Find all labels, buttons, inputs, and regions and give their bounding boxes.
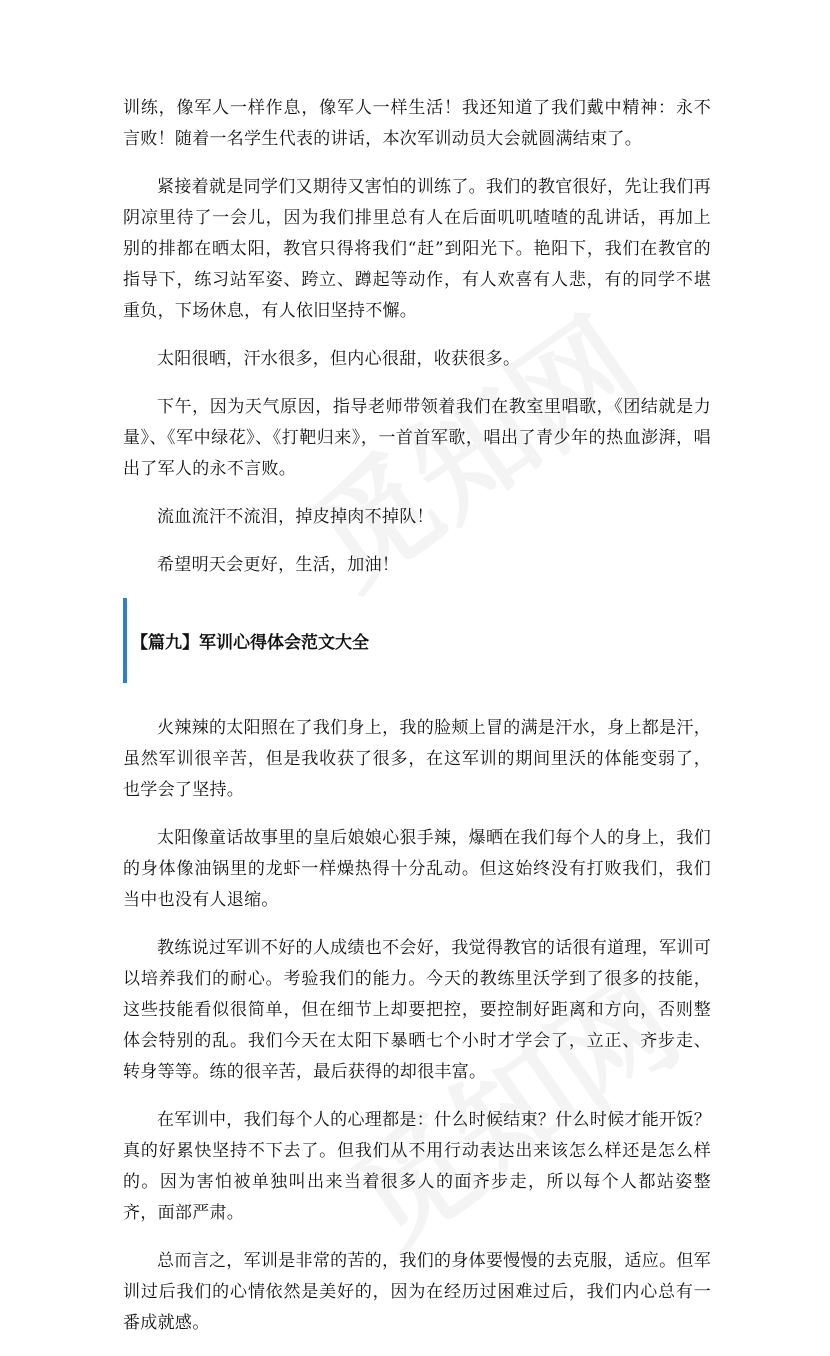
section-bottom: [123, 713, 711, 1339]
section-heading: [123, 598, 711, 683]
section-top: [123, 93, 711, 581]
paragraph: 紧接着就是同学们又期待又害怕的训练了。我们的教官很好，先让我们再阴凉里待了一会儿，因为我们排里总有人在后面叽叽喳喳的乱讲话，再加上别的排都在晒太阳，教官只得将我们“赶”到阳光下。艳阳下，我们在教官的指导下，练习站军姿、跨立、蹲起等动作，有人欢喜有人悲，有的同学不堪重负，下场休息，有人依旧坚持不懈。: [123, 177, 711, 321]
paragraph: 总而言之，军训是非常的苦的，我们的身体要慢慢的去克服，适应。但军训过后我们的心情依然是美好的，因为在经历过困难过后，我们内心总有一番成就感。: [123, 1251, 711, 1333]
heading-accent-bar: [123, 598, 127, 683]
paragraph: 教练说过军训不好的人成绩也不会好，我觉得教官的话很有道理，军训可以培养我们的耐心。考验我们的能力。今天的教练里沃学到了很多的技能，这些技能看似很简单，但在细节上却要把控，要控制好距离和方向，否则整体会特别的乱。我们今天在太阳下暴晒七个小时才学会了，立正、齐步走、转身等等。练的很辛苦，最后获得的却很丰富。: [123, 938, 711, 1082]
heading-title: 【篇九】军训心得体会范文大全: [131, 633, 369, 653]
paragraph: 希望明天会更好，生活，加油！: [157, 555, 400, 575]
paragraph: 太阳像童话故事里的皇后娘娘心狠手辣，爆晒在我们每个人的身上，我们的身体像油锅里的龙虾一样燥热得十分乱动。但这始终没有打败我们，我们当中也没有人退缩。: [123, 828, 711, 910]
document-body: [123, 93, 711, 1356]
paragraph: 下午，因为天气原因，指导老师带领着我们在教室里唱歌，《团结就是力量》、《军中绿花》、《打靶归来》，一首首军歌，唱出了青少年的热血澎湃，唱出了军人的永不言败。: [123, 397, 711, 479]
paragraph: 火辣辣的太阳照在了我们身上，我的脸颊上冒的满是汗水，身上都是汗，虽然军训很辛苦，但是我收获了很多，在这军训的期间里沃的体能变弱了，也学会了坚持。: [123, 718, 711, 800]
paragraph: 在军训中，我们每个人的心理都是：什么时候结束？什么时候才能开饭？真的好累快坚持不下去了。但我们从不用行动表达出来该怎么样还是怎么样的。因为害怕被单独叫出来当着很多人的面齐步走，所以每个人都站姿整齐，面部严肃。: [123, 1110, 711, 1223]
paragraph: 太阳很晒，汗水很多，但内心很甜，收获很多。: [157, 349, 521, 369]
paragraph: 流血流汗不流泪，掉皮掉肉不掉队！: [157, 507, 434, 527]
paragraph: 训练，像军人一样作息，像军人一样生活！我还知道了我们戴中精神：永不言败！随着一名学生代表的讲话，本次军训动员大会就圆满结束了。: [123, 98, 711, 149]
